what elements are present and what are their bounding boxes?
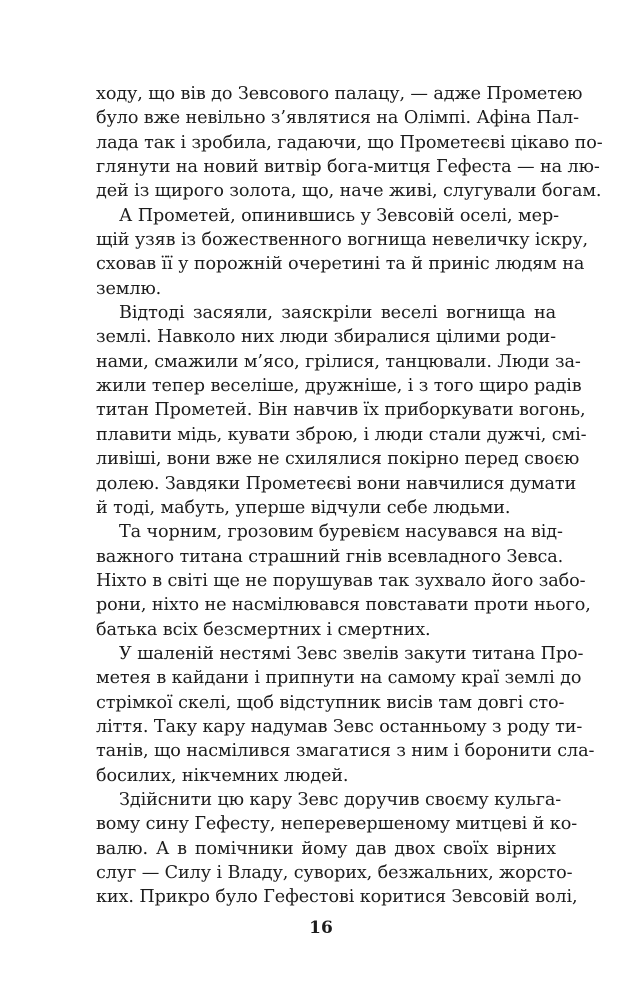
text-line: ліття. Таку кару надумав Зевс останньому з роду ти- xyxy=(96,716,583,737)
paragraph xyxy=(96,82,603,204)
page-body xyxy=(96,82,603,910)
text-line: землю. xyxy=(96,278,162,299)
text-line: У шаленій нестямі Зевс звелів закути титана Про- xyxy=(119,643,584,664)
text-line: батька всіх безсмертних і смертних. xyxy=(96,619,431,640)
text-line: плавити мідь, кувати зброю, і люди стали дужчі, смі- xyxy=(96,424,587,445)
paragraph xyxy=(96,204,589,301)
paragraph xyxy=(96,520,591,642)
text-line: А Прометей, опинившись у Зевсовій оселі, мер- xyxy=(119,205,559,226)
paragraph xyxy=(96,301,587,520)
text-line: ких. Прикро було Гефестові коритися Зевсовій волі, xyxy=(96,887,578,908)
text-line: титан Прометей. Він навчив їх приборкувати вогонь, xyxy=(96,400,586,421)
text-line: землі. Навколо них люди збиралися цілими роди- xyxy=(96,327,556,348)
text-line: рони, ніхто не насмілювався повставати проти нього, xyxy=(96,595,591,616)
text-line: валю. А в помічники йому дав двох своїх вірних xyxy=(96,838,556,859)
text-line: Відтоді засяяли, заяскріли веселі вогнища на xyxy=(119,303,556,324)
text-line: танів, що насмілився змагатися з ним і боронити сла- xyxy=(96,741,595,762)
text-line: щій узяв із божественного вогнища невеличку іскру, xyxy=(96,230,589,251)
text-line: Та чорним, грозовим буревієм насувався на від- xyxy=(119,522,563,543)
text-line: ходу, що вів до Зевсового палацу, — адже Прометею xyxy=(96,84,583,104)
text-line: ливіші, вони вже не схилялися покірно перед своєю xyxy=(96,449,580,470)
text-line: глянути на новий витвір бога-митця Гефеста — на лю- xyxy=(96,157,600,178)
text-line: долею. Завдяки Прометеєві вони навчилися думати xyxy=(96,473,577,494)
text-line: було вже невільно з’являтися на Олімпі. Афіна Пал- xyxy=(96,108,579,129)
text-line: вому сину Гефесту, неперевершеному митцеві й ко- xyxy=(96,814,578,835)
text-line: Ніхто в світі ще не порушував так зухвало його забо- xyxy=(96,570,586,591)
paragraph xyxy=(96,788,578,910)
text-line: сховав її у порожній очеретині та й приніс людям на xyxy=(96,254,585,275)
text-line: й тоді, мабуть, уперше відчули себе людьми. xyxy=(96,497,511,518)
text-line: стрімкої скелі, щоб відступник висів там довгі сто- xyxy=(96,692,565,713)
paragraph xyxy=(96,642,595,788)
text-line: нами, смажили м’ясо, грілися, танцювали. Люди за- xyxy=(96,351,581,372)
text-line: важного титана страшний гнів всевладного Зевса. xyxy=(96,546,564,567)
text-line: слуг — Силу і Владу, суворих, безжальних, жорсто- xyxy=(96,863,573,883)
text-line: Здійснити цю кару Зевс доручив своєму кульга- xyxy=(119,789,562,810)
text-line: метея в кайдани і припнути на самому краї землі до xyxy=(96,668,582,689)
text-line: босилих, нікчемних людей. xyxy=(96,765,349,786)
page-number: 16 xyxy=(309,918,333,938)
text-line: жили тепер веселіше, дружніше, і з того щиро радів xyxy=(96,376,582,397)
text-line: дей із щирого золота, що, наче живі, слугували богам. xyxy=(96,181,602,202)
text-line: лада так і зробила, гадаючи, що Прометеєві цікаво по- xyxy=(96,132,603,153)
